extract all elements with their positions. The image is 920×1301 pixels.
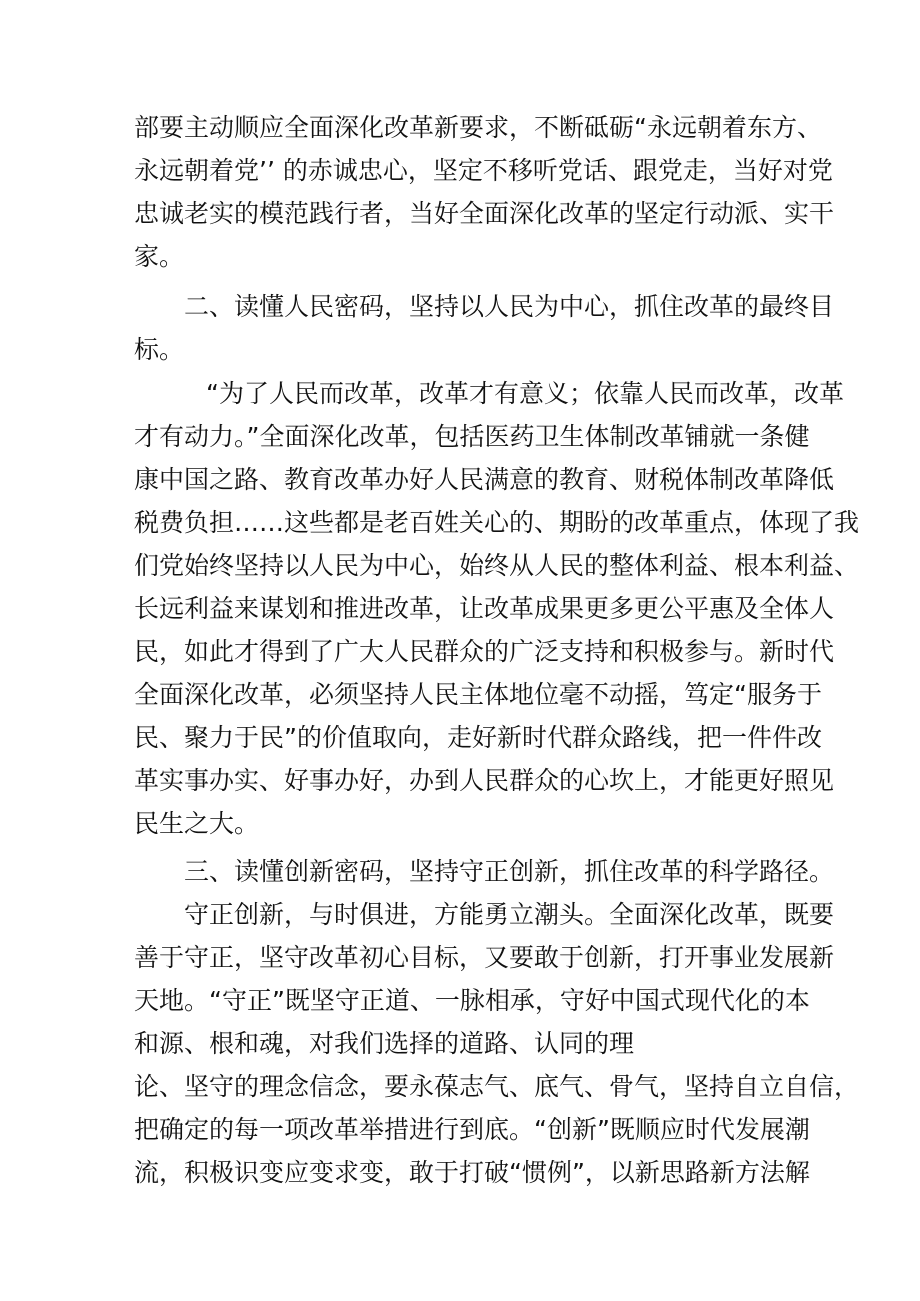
text-line: 革实事办实、好事办好，办到人民群众的心坎上，才能更好照见 xyxy=(134,766,835,795)
section-heading-continued: 标。 xyxy=(134,335,185,364)
section-heading: 二、读懂人民密码，坚持以人民为中心，抓住改革的最终目 xyxy=(184,292,835,321)
text-line: 民生之大。 xyxy=(134,809,260,838)
text-line: 永远朝着党’’ 的赤诚忠心，坚定不移听党话、跟党走，当好对党 xyxy=(134,156,833,185)
text-line: 家。 xyxy=(134,242,185,271)
text-line: 长远利益来谋划和推进改革，让改革成果更多更公平惠及全体人 xyxy=(134,594,835,623)
text-line: 守正创新，与时俱进，方能勇立潮头。全面深化改革，既要 xyxy=(184,900,835,929)
text-line: 税费负担……这些都是老百姓关心的、期盼的改革重点，体现了我 xyxy=(134,508,860,537)
text-line: “为了人民而改革，改革才有意义；依靠人民而改革，改革 xyxy=(206,379,844,408)
text-line: 民，如此才得到了广大人民群众的广泛支持和积极参与。新时代 xyxy=(134,637,835,666)
text-line: 忠诚老实的模范践行者，当好全面深化改革的坚定行动派、实干 xyxy=(134,199,835,228)
text-line: 和源、根和魂，对我们选择的道路、认同的理 xyxy=(134,1029,635,1058)
text-line: 康中国之路、教育改革办好人民满意的教育、财税体制改革降低 xyxy=(134,465,835,494)
text-line: 流，积极识变应变求变，敢于打破“惯例”，以新思路新方法解 xyxy=(134,1158,810,1187)
text-line: 把确定的每一项改革举措进行到底。“创新”既顺应时代发展潮 xyxy=(134,1115,810,1144)
text-line: 善于守正，坚守改革初心目标，又要敢于创新，打开事业发展新 xyxy=(134,943,835,972)
text-line: 才有动力。”全面深化改革，包括医药卫生体制改革铺就一条健 xyxy=(134,422,810,451)
text-line: 论、坚守的理念信念，要永葆志气、底气、骨气，坚持自立自信， xyxy=(134,1072,860,1101)
section-heading: 三、读懂创新密码，坚持守正创新，抓住改革的科学路径。 xyxy=(184,857,835,886)
text-line: 们党始终坚持以人民为中心，始终从人民的整体利益、根本利益、 xyxy=(134,551,860,580)
text-line: 部要主动顺应全面深化改革新要求，不断砥砺“永远朝着东方、 xyxy=(134,113,822,142)
text-line: 天地。“守正”既坚守正道、一脉相承，守好中国式现代化的本 xyxy=(134,986,810,1015)
text-line: 全面深化改革，必须坚持人民主体地位毫不动摇，笃定“服务于 xyxy=(134,680,822,709)
text-line: 民、聚力于民”的价值取向，走好新时代群众路线，把一件件改 xyxy=(134,723,822,752)
